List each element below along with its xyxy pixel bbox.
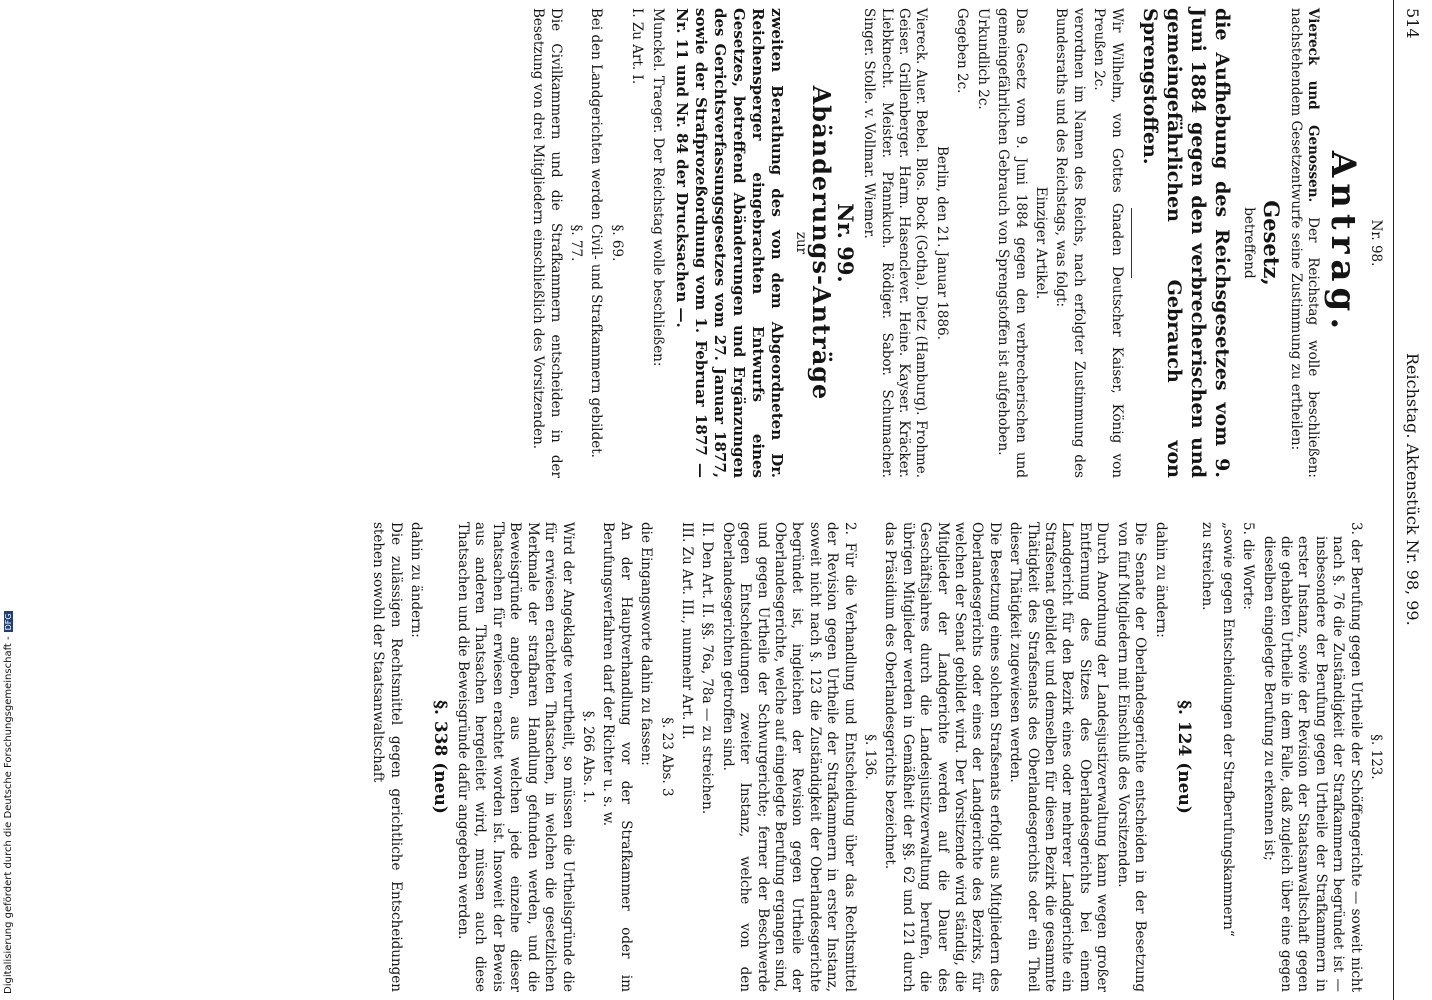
- running-header: [1392, 8, 1422, 992]
- streichen: zu streichen.: [1199, 522, 1216, 611]
- para-136: §. 136.: [862, 734, 879, 780]
- antrag-title: Antrag.: [1322, 150, 1363, 336]
- text-266: Wird der Angeklagte verurtheilt, so müssen die Urtheilsgründe die für erwiesen erachteten Thatsachen, in welchen die gesetzlichen Merkmale der strafbaren Handlung gefunden werden, und die Beweisgründe angeben, aus welchen jede einzelne dieser Thatsachen für erwiesen erachtet worden ist. Insoweit der Beweis aus anderen Thatsachen hergeleitet wird, müssen auch diese Thatsachen und die Beweisgründe dafür angegeben werden.: [455, 522, 576, 992]
- nr99: Nr. 99.: [832, 203, 858, 283]
- item-5: 5. die Worte:: [1240, 522, 1257, 610]
- ii: II. Den Art. II. §§. 76a, 78a — zu streichen.: [699, 522, 716, 815]
- para-124: §. 124 (neu): [1173, 700, 1194, 814]
- para-23: §. 23 Abs. 3: [658, 717, 675, 797]
- dfg-footer: [3, 578, 22, 994]
- antrag-number: Nr. 98.: [1368, 219, 1384, 267]
- dfg-logo: DFG: [4, 613, 13, 631]
- urkundlich: Urkundlich 2c.: [974, 8, 991, 110]
- proposers: Viereck und Genossen.: [1305, 8, 1322, 203]
- separator: [1131, 208, 1132, 278]
- para-77: §. 77.: [568, 224, 585, 262]
- munckel: Munckel. Traeger. Der Reichstag wolle beschließen:: [649, 8, 666, 367]
- right-column: [366, 522, 1384, 992]
- text-124c: Die Besetzung eines solchen Strafsenats erfolgt aus Mitgliedern des Oberlandesgerichts oder eines der Landgerichte des Bezirks, für welchen der Senat gebildet wird. Der Vorsitzende wird ständig, die Mitglieder der Landgerichte werden auf die Dauer des Geschäftsjahres durch die Landesjustizverwaltung berufen, die übrigen Mitglieder werden in Gemäßheit der §§. 62 und 121 durch das Präsidium des Oberlandesgerichts bezeichnet.: [882, 522, 1003, 992]
- intro: Der Reichstag wolle beschließen: nachstehendem Gesetzentwurfe seine Zustimmung zu ertheilen:: [1287, 8, 1322, 478]
- enactment: Wir Wilhelm, von Gottes Gnaden Deutscher Kaiser, König von Preußen 2c.: [1091, 8, 1125, 478]
- zur: zur: [793, 231, 810, 255]
- text-23b: An der Hauptverhandlung vor der Strafkammer oder im Berufungsverfahren darf der Richter u. s. w.: [600, 522, 634, 992]
- para-69: §. 69.: [608, 224, 625, 262]
- para-338: §. 338 (neu): [429, 700, 450, 814]
- quote: „sowie gegen Entscheidungen der Strafberufungskammern“: [1219, 522, 1236, 937]
- betreffend: betreffend: [1240, 207, 1257, 279]
- article-title: Einziger Artikel.: [1032, 186, 1049, 300]
- proposers-intro: [1286, 8, 1321, 478]
- para-266: §. 266 Abs. 1.: [579, 710, 596, 804]
- text-124b: Durch Anordnung der Landesjustizverwaltung kann wegen großer Entfernung des Sitzes des Oberlandesgerichts bei einem Landgericht für den Bezirk eines oder mehrerer Landgerichte ein Strafsenat gebildet und demselben für diesen Bezirk die gesammte Thätigkeit des Strafsenats des Oberlandesgerichts oder ein Theil dieser Thätigkeit zugewiesen werden.: [1007, 522, 1111, 992]
- aenderungs-title: Abänderungs-Anträge: [807, 85, 837, 401]
- header-title: Reichstag. Aktenstück Nr. 98, 99.: [1403, 353, 1422, 626]
- gegeben: Gegeben 2c.: [954, 8, 971, 94]
- text-77: Die Civilkammern und die Strafkammern entscheiden in der Besetzung von drei Mitgliedern einschließlich des Vorsitzenden.: [530, 8, 564, 478]
- footer-text: [3, 611, 14, 994]
- left-column: [526, 8, 1384, 478]
- footer-label: Digitalisierung gefördert durch die Deutsche Forschungsgemeinschaft -: [3, 636, 14, 994]
- text-338: Die zulässigen Rechtsmittel gegen gerichtliche Entscheidungen stehen sowohl der Staatsanwaltschaft: [370, 522, 404, 992]
- dahin-2: dahin zu ändern:: [408, 522, 425, 638]
- date-line: Berlin, den 21. Januar 1886.: [933, 146, 950, 340]
- text-69: Bei den Landgerichten werden Civil- und Strafkammern gebildet.: [588, 8, 605, 458]
- enactment-2: verordnen im Namen des Reichs, nach erfolgter Zustimmung des Bundesraths und des Reichstags, was folgt:: [1053, 8, 1087, 478]
- art-i: I. Zu Art. I.: [629, 8, 646, 85]
- iii: III. Zu Art. III., nunmehr Art. II.: [678, 522, 695, 740]
- item-3: 3. der Berufung gegen Urtheile der Schöffengerichte — soweit nicht nach §. 76 die Zuständigkeit der Strafkammern begründet ist — insbesondere der Berufung gegen Urtheile der Strafkammern in erster Instanz, sowie der Revision der Staatsanwaltschaft gegen die gehabten Urtheile in dem Falle, daß zugleich über eine gegen dieselben eingelegte Berufung zu erkennen ist;: [1260, 522, 1364, 992]
- text-124a: Die Senate der Oberlandesgerichte entscheiden in der Besetzung von fünf Mitgliedern mit Einschluß des Vorsitzenden.: [1114, 522, 1149, 992]
- header-rule: [1393, 0, 1394, 1000]
- second-reading: zweiten Berathung des von dem Abgeordneten Dr. Reichensperger eingebrachten Entwurfs eines Gesetzes, betreffend Abänderungen und Ergänzungen des Gerichtsverfassungsgesetzes vom 27. Januar 1877, sowie der Strafprozeßordnung vom 1. Februar 1877 — Nr. 11 und Nr. 84 der Drucksachen —.: [672, 8, 786, 478]
- gesetz-title: Gesetz,: [1259, 200, 1285, 286]
- article-text: Das Gesetz vom 9. Juni 1884 gegen den verbrecherischen und gemeingefährlichen Gebrauch von Sprengstoffen ist aufgehoben.: [995, 8, 1029, 478]
- dahin: dahin zu ändern:: [1152, 522, 1169, 638]
- text-23: die Eingangsworte dahin zu fassen:: [638, 522, 655, 766]
- para-123: §. 123.: [1368, 734, 1384, 780]
- text-136: 2. Für die Verhandlung und Entscheidung über das Rechtsmittel der Revision gegen Urtheile der Strafkammern in erster Instanz, soweit nicht nach §. 123 die Zuständigkeit der Oberlandesgerichte begründet ist, ingleichen der Revision gegen Urtheile der Oberlandesgerichte, welche auf eingelegte Berufung ergangen sind, und gegen Urtheile der Schwurgerichte; ferner der Beschwerde gegen Entscheidungen zweiter Instanz, welche von den Oberlandesgerichten getroffen sind.: [719, 522, 858, 992]
- gesetz-subject: die Aufhebung des Reichsgesetzes vom 9. Juni 1884 gegen den verbrecherischen und gemeingefährlichen Gebrauch von Sprengstoffen.: [1138, 8, 1233, 478]
- page-number: 514: [1403, 8, 1422, 39]
- signatories: Viereck. Auer. Bebel. Blos. Bock (Gotha). Dietz (Hamburg). Frohme. Geiser. Grillenberger. Harm. Hasenclever. Heine. Kayser. Kräcker. Liebknecht. Meister. Pfannkuch. Rödiger. Sabor. Schumacher. Singer. Stolle. v. Vollmar. Wiemer.: [861, 8, 930, 478]
